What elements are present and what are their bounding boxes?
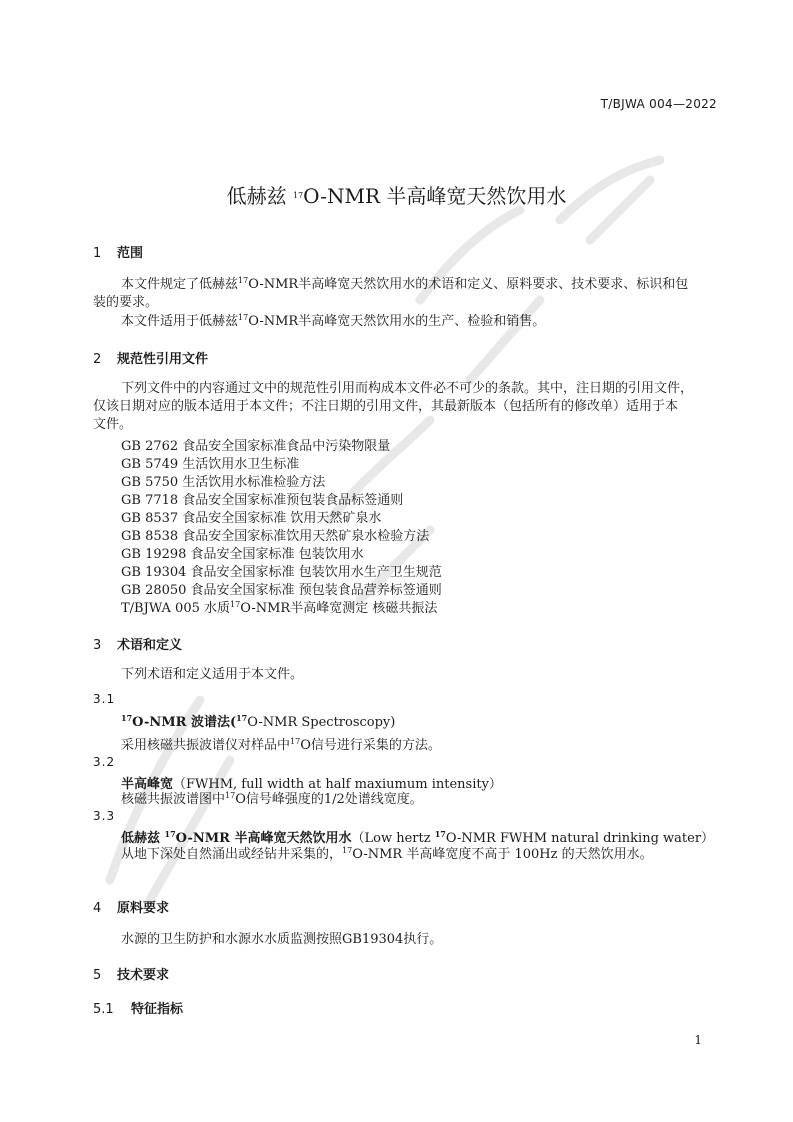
paragraph-references-line-2: 仅该日期对应的版本适用于本文件；不注日期的引用文件，其最新版本（包括所有的修改单）适用于本 [93, 399, 679, 414]
reference-item: GB 8538 食品安全国家标准饮用天然矿泉水检验方法 [121, 529, 430, 544]
section-heading-4: 4 原料要求 [93, 901, 170, 916]
reference-item: GB 28050 食品安全国家标准 预包装食品营养标签通则 [121, 583, 442, 598]
section-heading-5: 5 技术要求 [93, 968, 170, 983]
paragraph-references-line-3: 文件。 [93, 417, 133, 432]
title-suffix: O-NMR 半高峰宽天然饮用水 [303, 184, 567, 208]
reference-item: GB 7718 食品安全国家标准预包装食品标签通则 [121, 493, 404, 508]
section-heading-3: 3 术语和定义 [93, 638, 183, 653]
section-number: 1 [93, 246, 102, 261]
reference-item: GB 19304 食品安全国家标准 包装饮用水生产卫生规范 [121, 565, 442, 580]
term-title: 半高峰宽（FWHM, full width at half maxiumum intensity） [121, 777, 502, 792]
reference-item: GB 5750 生活饮用水标准检验方法 [121, 475, 326, 490]
title-prefix: 低赫兹 [226, 184, 293, 208]
document-title [0, 180, 793, 209]
term-number: 3.1 [93, 692, 116, 706]
subsection-heading-5-1: 5.1 特征指标 [93, 1002, 184, 1017]
term-definition: 从地下深处自然涌出或经钻井采集的，$^{17}$O-NMR 半高峰宽度不高于 100Hz 的天然饮用水。 [121, 846, 653, 862]
section-heading-2: 2 规范性引用文件 [93, 352, 209, 367]
term-title: $^{17}$O-NMR 波谱法($^{17}$O-NMR Spectroscopy) [121, 713, 396, 730]
raw-material-text: 水源的卫生防护和水源水水质监测按照GB19304执行。 [121, 932, 443, 947]
term-definition: 核磁共振波谱图中$^{17}$O信号峰强度的1/2处谱线宽度。 [121, 791, 423, 807]
standard-code: T/BJWA 004—2022 [600, 97, 717, 111]
section-title: 范围 [117, 246, 144, 261]
reference-item-last: T/BJWA 005 水质$^{17}$O-NMR半高峰宽测定 核磁共振法 [121, 600, 438, 616]
term-definition: 采用核磁共振波谱仪对样品中$^{17}$O信号进行采集的方法。 [121, 737, 441, 753]
paragraph-scope-1: 本文件规定了低赫兹$^{17}$O-NMR半高峰宽天然饮用水的术语和定义、原料要求、技术要求、标识和包 [121, 276, 689, 292]
term-title: 低赫兹 $^{17}$O-NMR 半高峰宽天然饮用水（Low hertz $^{17}$O-NMR FWHM natural drinking water） [121, 829, 715, 846]
terms-intro: 下列术语和定义适用于本文件。 [121, 667, 304, 682]
term-number: 3.3 [93, 809, 116, 823]
reference-item: GB 19298 食品安全国家标准 包装饮用水 [121, 547, 364, 562]
paragraph-scope-2: 本文件适用于低赫兹$^{17}$O-NMR半高峰宽天然饮用水的生产、检验和销售。 [121, 313, 546, 329]
paragraph-references-line-1: 下列文件中的内容通过文中的规范性引用而构成本文件必不可少的条款。其中，注日期的引用文件， [121, 381, 694, 396]
title-superscript: 17 [292, 191, 304, 200]
reference-item: GB 8537 食品安全国家标准 饮用天然矿泉水 [121, 511, 382, 526]
section-heading-1 [93, 242, 143, 261]
paragraph-scope-1-cont: 装的要求。 [93, 295, 159, 310]
term-number: 3.2 [93, 755, 116, 769]
page-number: 1 [694, 1033, 702, 1047]
reference-item: GB 5749 生活饮用水卫生标准 [121, 457, 300, 472]
reference-item: GB 2762 食品安全国家标准食品中污染物限量 [121, 439, 391, 454]
